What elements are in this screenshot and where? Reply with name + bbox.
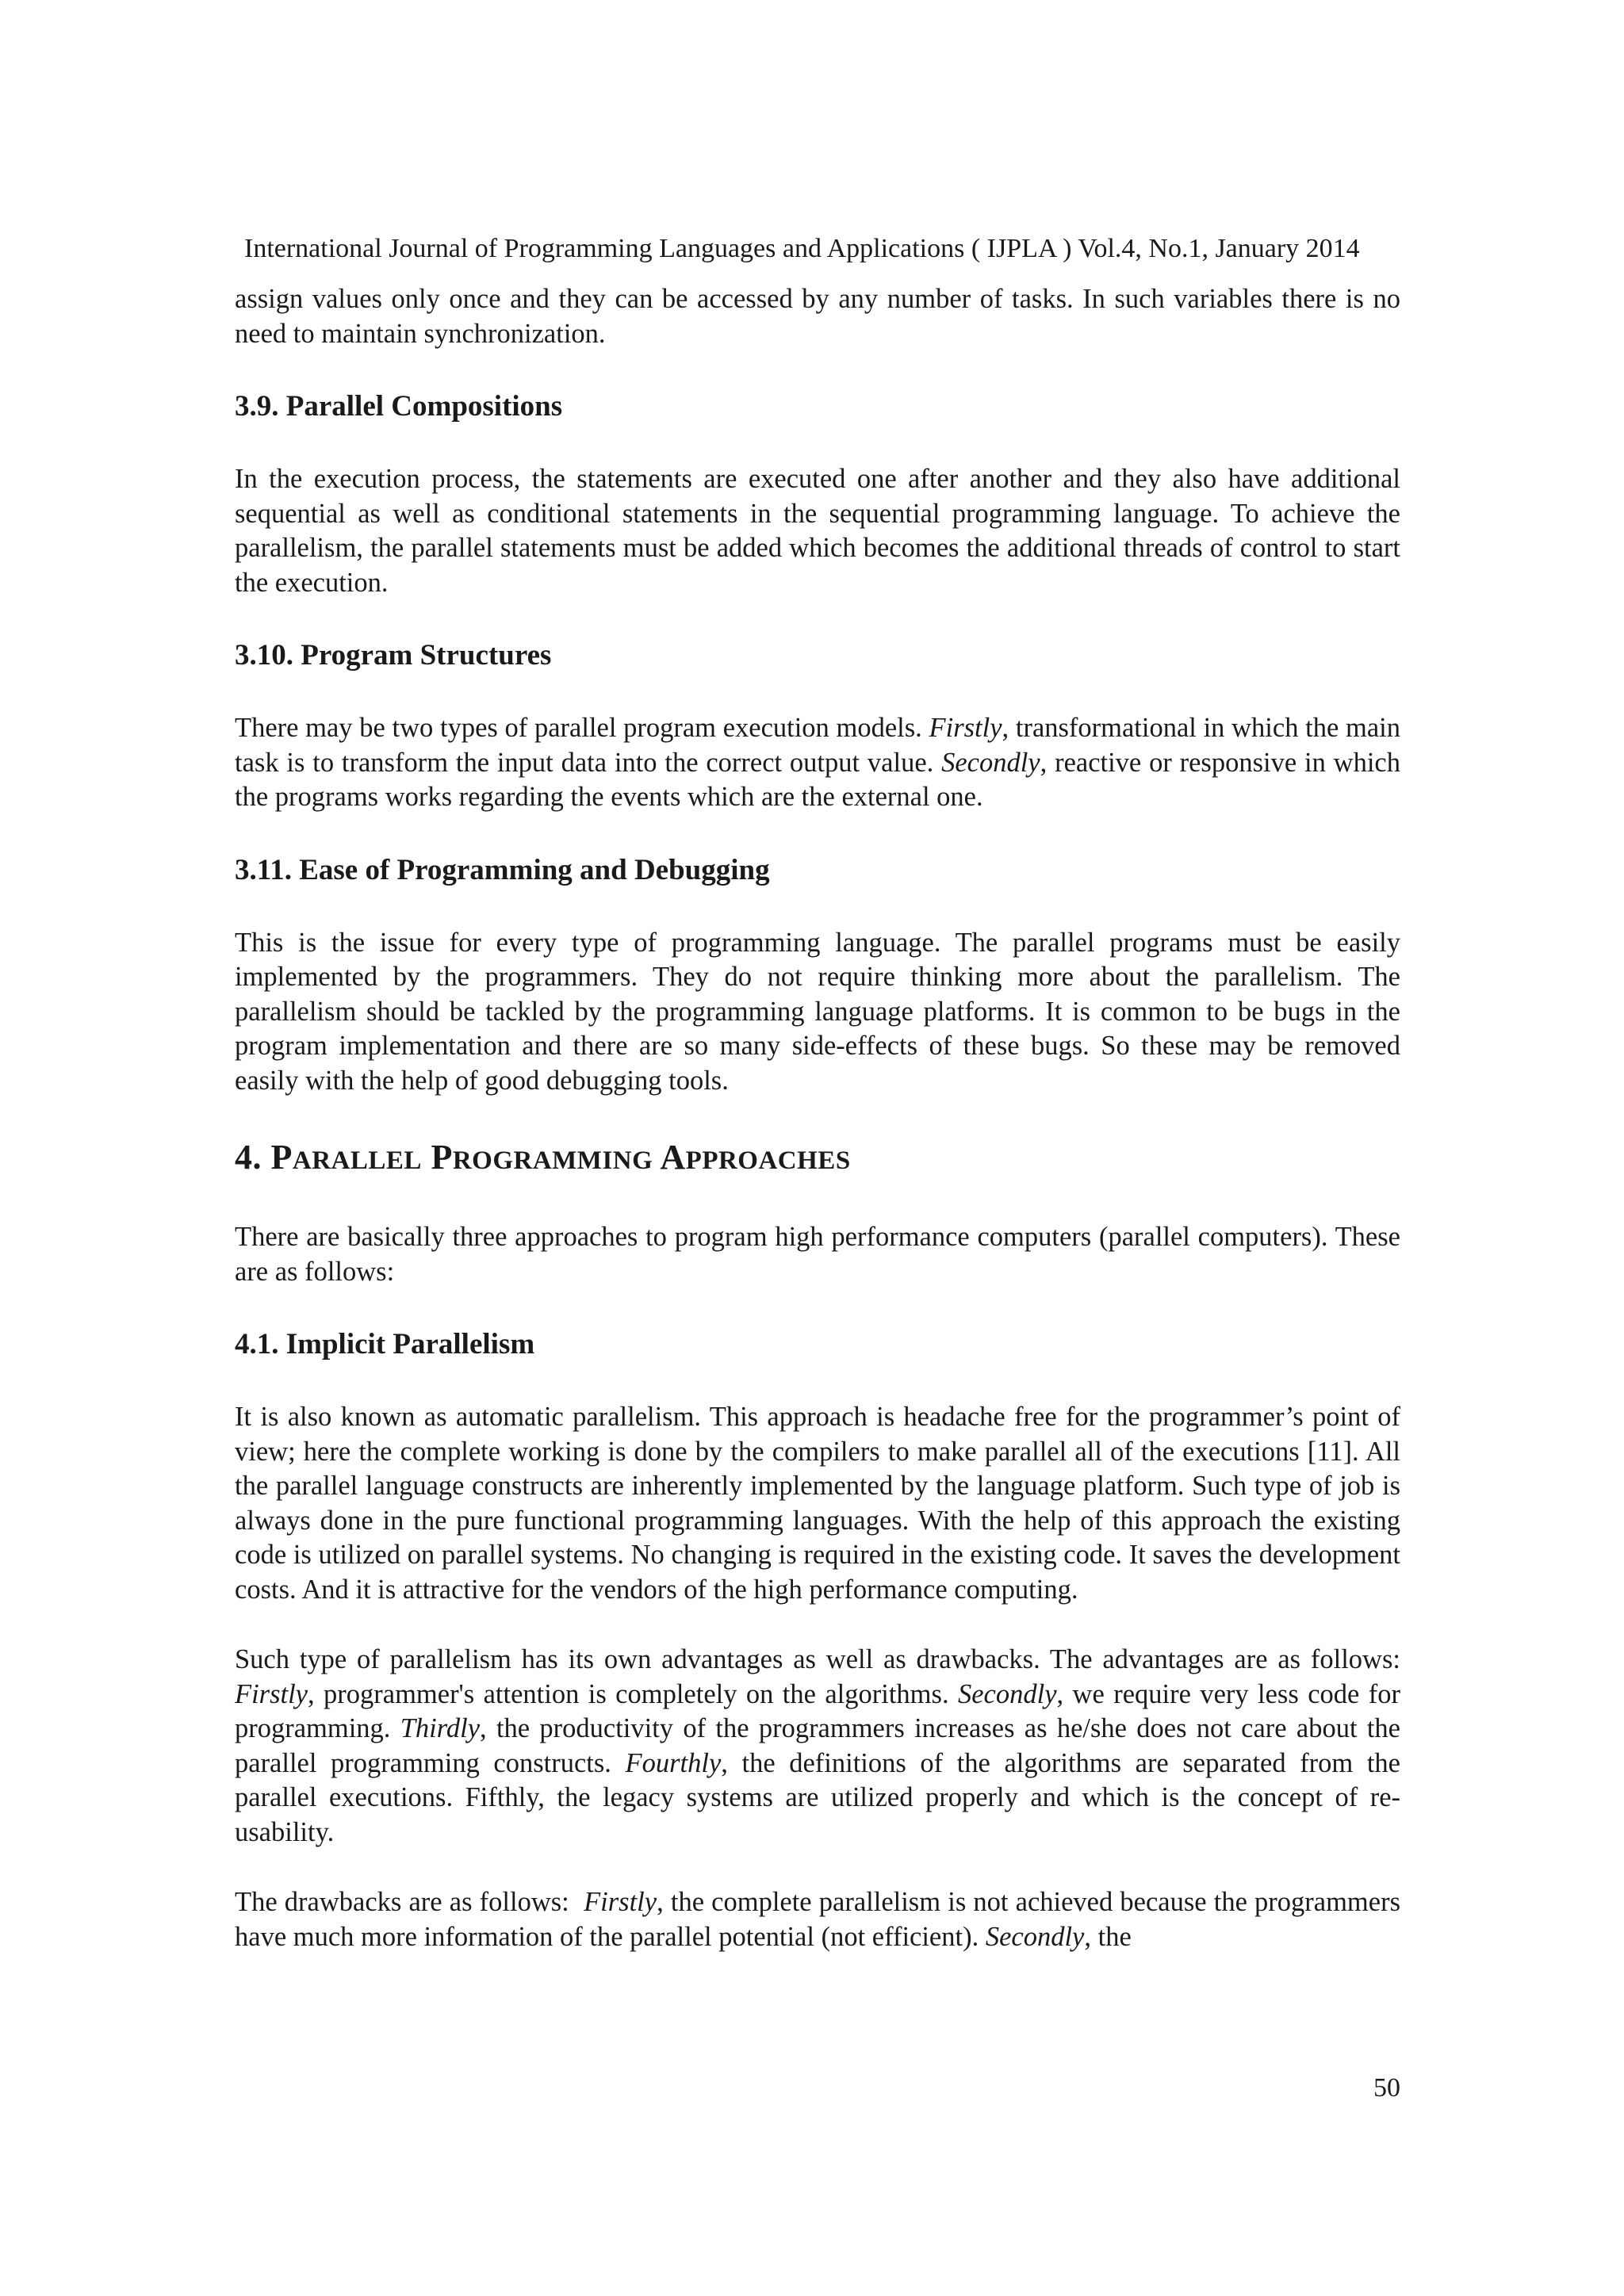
body-column xyxy=(235,282,1400,1954)
emphasis-firstly: Firstly xyxy=(584,1887,657,1917)
text-run: , the productivity of the programmers increases as he/she does not care about the parallel programming constructs. xyxy=(235,1713,1400,1778)
heading-cap: P xyxy=(431,1138,453,1177)
text-run: , we require very less code for programming. xyxy=(235,1678,1400,1743)
emphasis-firstly: Firstly xyxy=(929,713,1002,743)
paragraph-implicit-parallelism: It is also known as automatic parallelism. This approach is headache free for the programmer’s point of view; here the complete working is done by the compilers to make parallel all of the executions [11]. All the parallel language constructs are inherently implemented by the language platform. Such type of job is always done in the pure functional programming languages. With the help of this approach the existing code is utilized on parallel systems. No changing is required in the existing code. It saves the development costs. And it is attractive for the vendors of the high performance computing. xyxy=(235,1402,1400,1605)
text-run: , transformational in which the main task is to transform the input data into the correct output value. xyxy=(235,713,1400,778)
paragraph-advantages xyxy=(235,1643,1400,1850)
paragraph-approaches-intro: There are basically three approaches to program high performance computers (parallel computers). These are as follows: xyxy=(235,1222,1400,1287)
section-heading-3-11: 3.11. Ease of Programming and Debugging xyxy=(235,853,770,886)
running-header: International Journal of Programming Languages and Applications ( IJPLA ) Vol.4, No.1, January 2014 xyxy=(244,234,1360,263)
text-run: , programmer's attention is completely on the algorithms. xyxy=(308,1678,958,1709)
paragraph-drawbacks xyxy=(235,1885,1400,1954)
text-run: , the complete parallelism is not achieved because the programmers have much more information of the parallel potential (not efficient). xyxy=(235,1887,1400,1952)
emphasis-secondly: Secondly xyxy=(985,1921,1085,1952)
text-run: There may be two types of parallel program execution models. xyxy=(235,713,929,743)
section-heading-3-9: 3.9. Parallel Compositions xyxy=(235,390,563,423)
text-run: Such type of parallelism has its own advantages as well as drawbacks. The advantages are as follows: xyxy=(235,1644,1400,1674)
text-run: , the definitions of the algorithms are separated from the parallel executions. Fifthly, the legacy systems are utilized properly and which is the concept of re-usability. xyxy=(235,1747,1400,1847)
section-heading-4 xyxy=(235,1136,1400,1182)
paragraph-parallel-compositions: In the execution process, the statements are executed one after another and they also have additional sequential as well as conditional statements in the sequential programming language. To achieve the parallelism, the parallel statements must be added which becomes the additional threads of control to start the execution. xyxy=(235,464,1400,598)
text-run: , the xyxy=(1084,1921,1132,1952)
heading-cap: A xyxy=(660,1138,686,1177)
heading-smallcaps: PPROACHES xyxy=(685,1146,851,1175)
heading-smallcaps: ARALLEL xyxy=(292,1146,422,1175)
section-heading-3-10: 3.10. Program Structures xyxy=(235,639,552,672)
heading-number: 4. xyxy=(235,1138,271,1177)
emphasis-secondly: Secondly xyxy=(957,1678,1057,1709)
heading-cap: P xyxy=(270,1138,293,1177)
page-number: 50 xyxy=(1373,2073,1400,2103)
section-heading-4-1: 4.1. Implicit Parallelism xyxy=(235,1328,535,1360)
text-run: , reactive or responsive in which the programs works regarding the events which are the external one. xyxy=(235,747,1400,812)
paragraph-program-structures xyxy=(235,711,1400,815)
emphasis-thirdly: Thirdly xyxy=(400,1713,481,1743)
text-run: The drawbacks are as follows: xyxy=(235,1887,584,1917)
intro-paragraph: assign values only once and they can be accessed by any number of tasks. In such variables there is no need to maintain synchronization. xyxy=(235,284,1400,349)
paragraph-ease-of-programming: This is the issue for every type of programming language. The parallel programs must be easily implemented by the programmers. They do not require thinking more about the parallelism. The parallelism should be tackled by the programming language platforms. It is common to be bugs in the program implementation and there are so many side-effects of these bugs. So these may be removed easily with the help of good debugging tools. xyxy=(235,927,1400,1096)
heading-smallcaps: ROGRAMMING xyxy=(452,1146,653,1175)
emphasis-secondly: Secondly xyxy=(941,747,1040,778)
emphasis-firstly: Firstly xyxy=(235,1678,308,1709)
emphasis-fourthly: Fourthly xyxy=(625,1747,722,1778)
